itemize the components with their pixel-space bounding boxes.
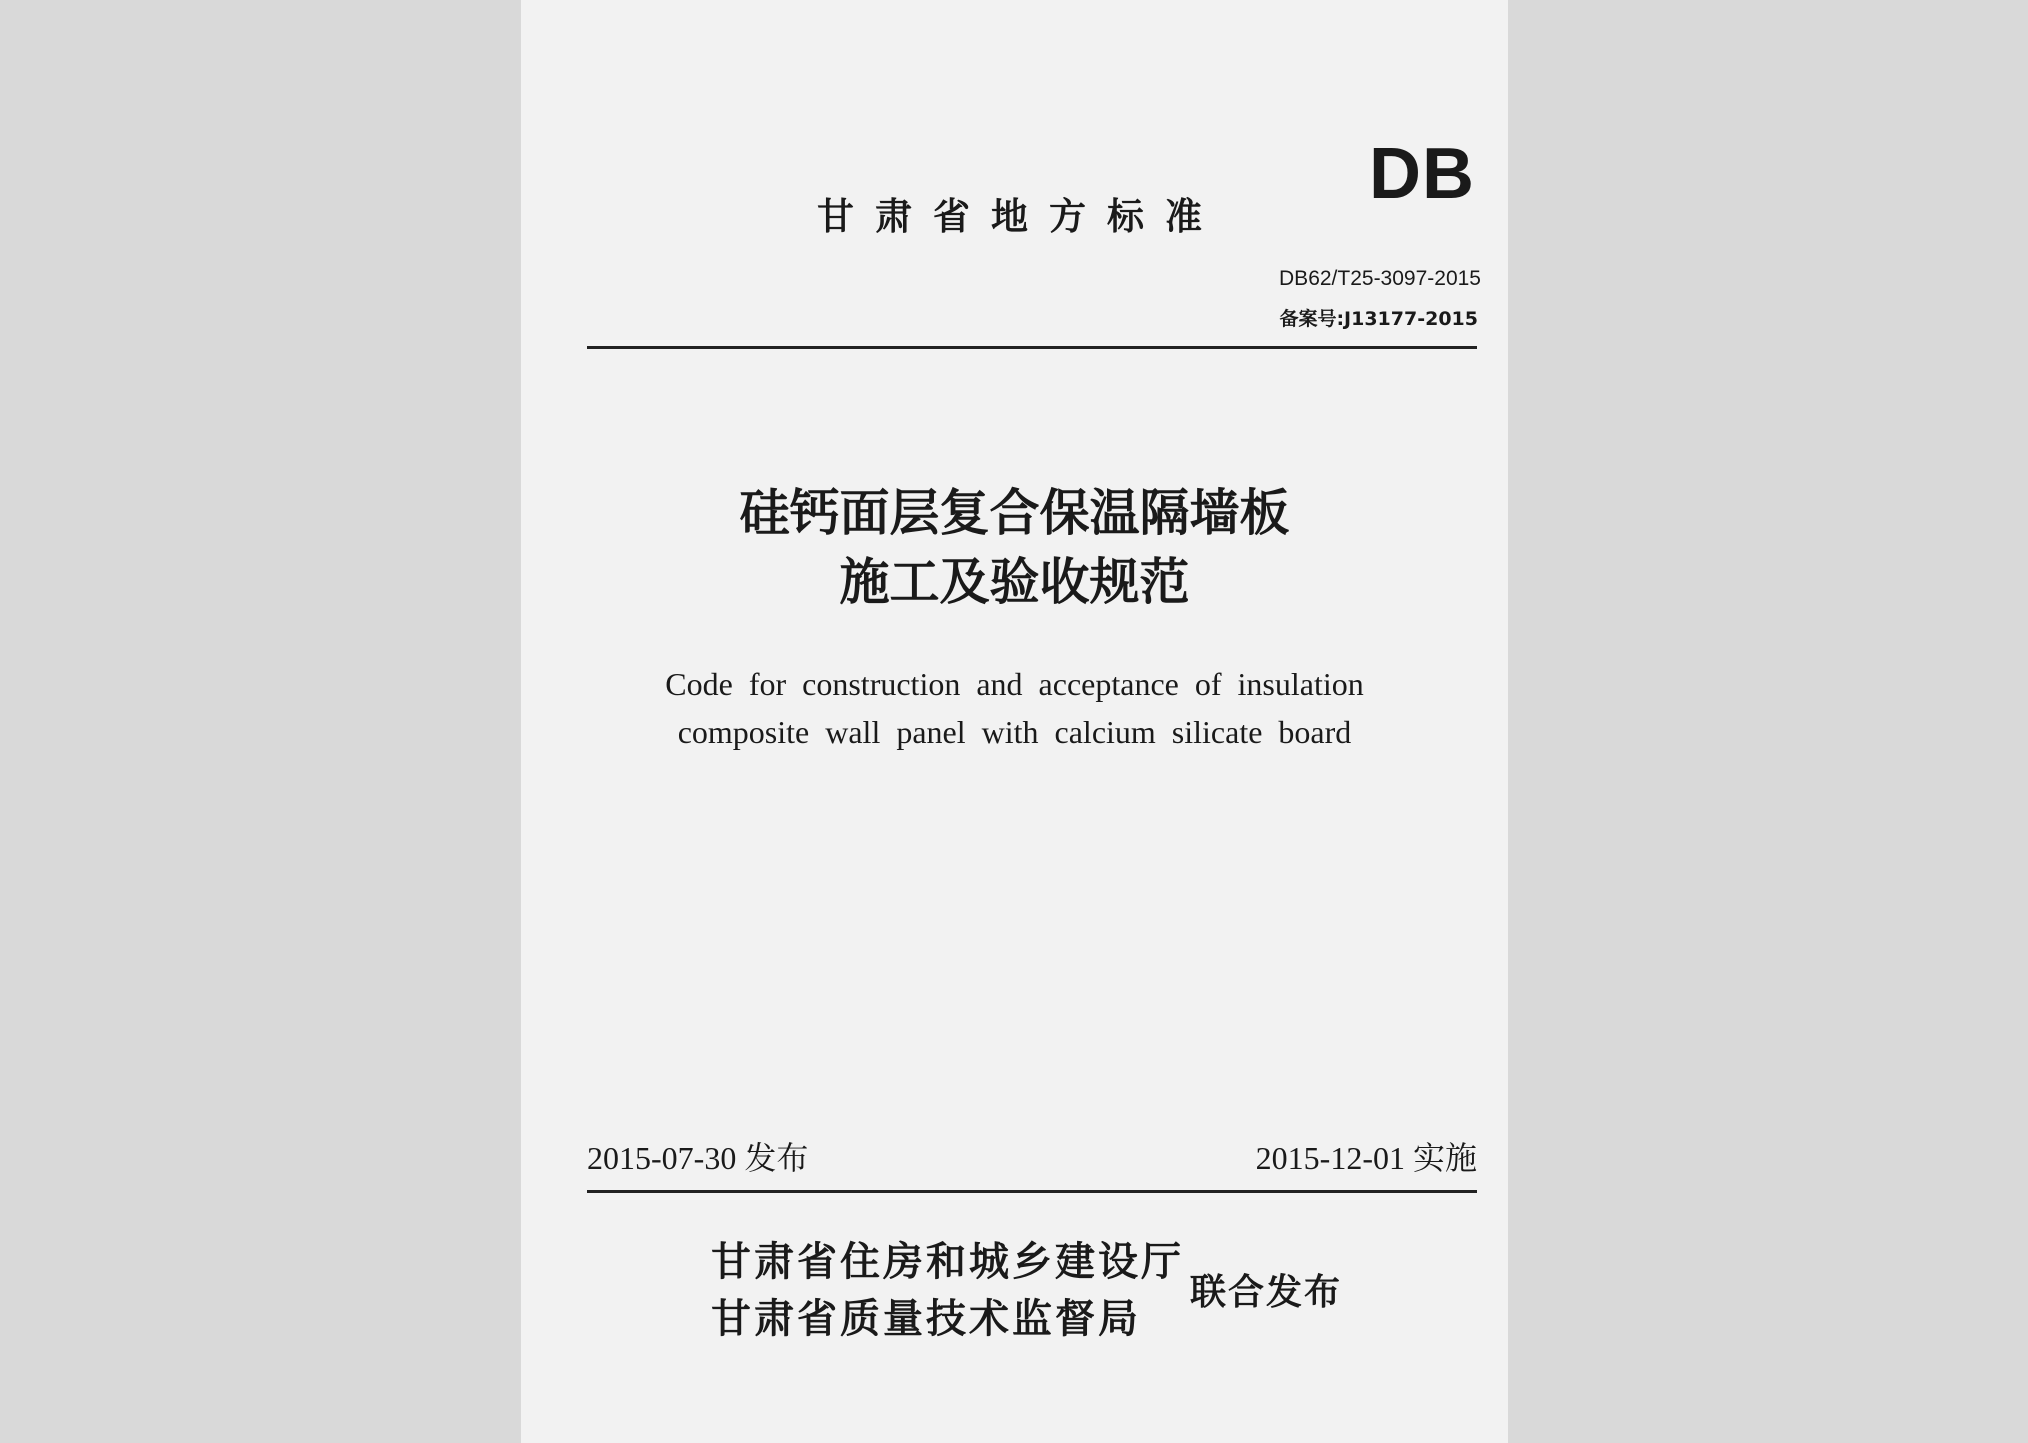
document-page: [521, 0, 1508, 1443]
title-en-line2: composite wall panel with calcium silicate board: [677, 714, 1352, 750]
title-cn-line1: 硅钙面层复合保温隔墙板: [739, 483, 1290, 542]
record-number: 备案号:J13177-2015: [1279, 308, 1478, 330]
db-mark: DB: [1369, 134, 1475, 214]
issuer-dept-2: 甘肃省质量技术监督局: [711, 1296, 1141, 1342]
issue-date: 2015-07-30 发布: [587, 1140, 809, 1176]
joint-issue-label: 联合发布: [1190, 1272, 1343, 1313]
standard-type: 甘肃省地方标准: [817, 195, 1223, 238]
title-en-line1: Code for construction and acceptance of insulation: [665, 666, 1364, 702]
standard-code-number: DB62/T25-3097-2015: [1279, 267, 1481, 290]
footer-divider: [587, 1190, 1477, 1193]
header-divider: [587, 346, 1477, 349]
title-cn-line2: 施工及验收规范: [839, 552, 1190, 611]
effective-date: 2015-12-01 实施: [1255, 1140, 1477, 1176]
issuer-dept-1: 甘肃省住房和城乡建设厅: [711, 1239, 1184, 1285]
